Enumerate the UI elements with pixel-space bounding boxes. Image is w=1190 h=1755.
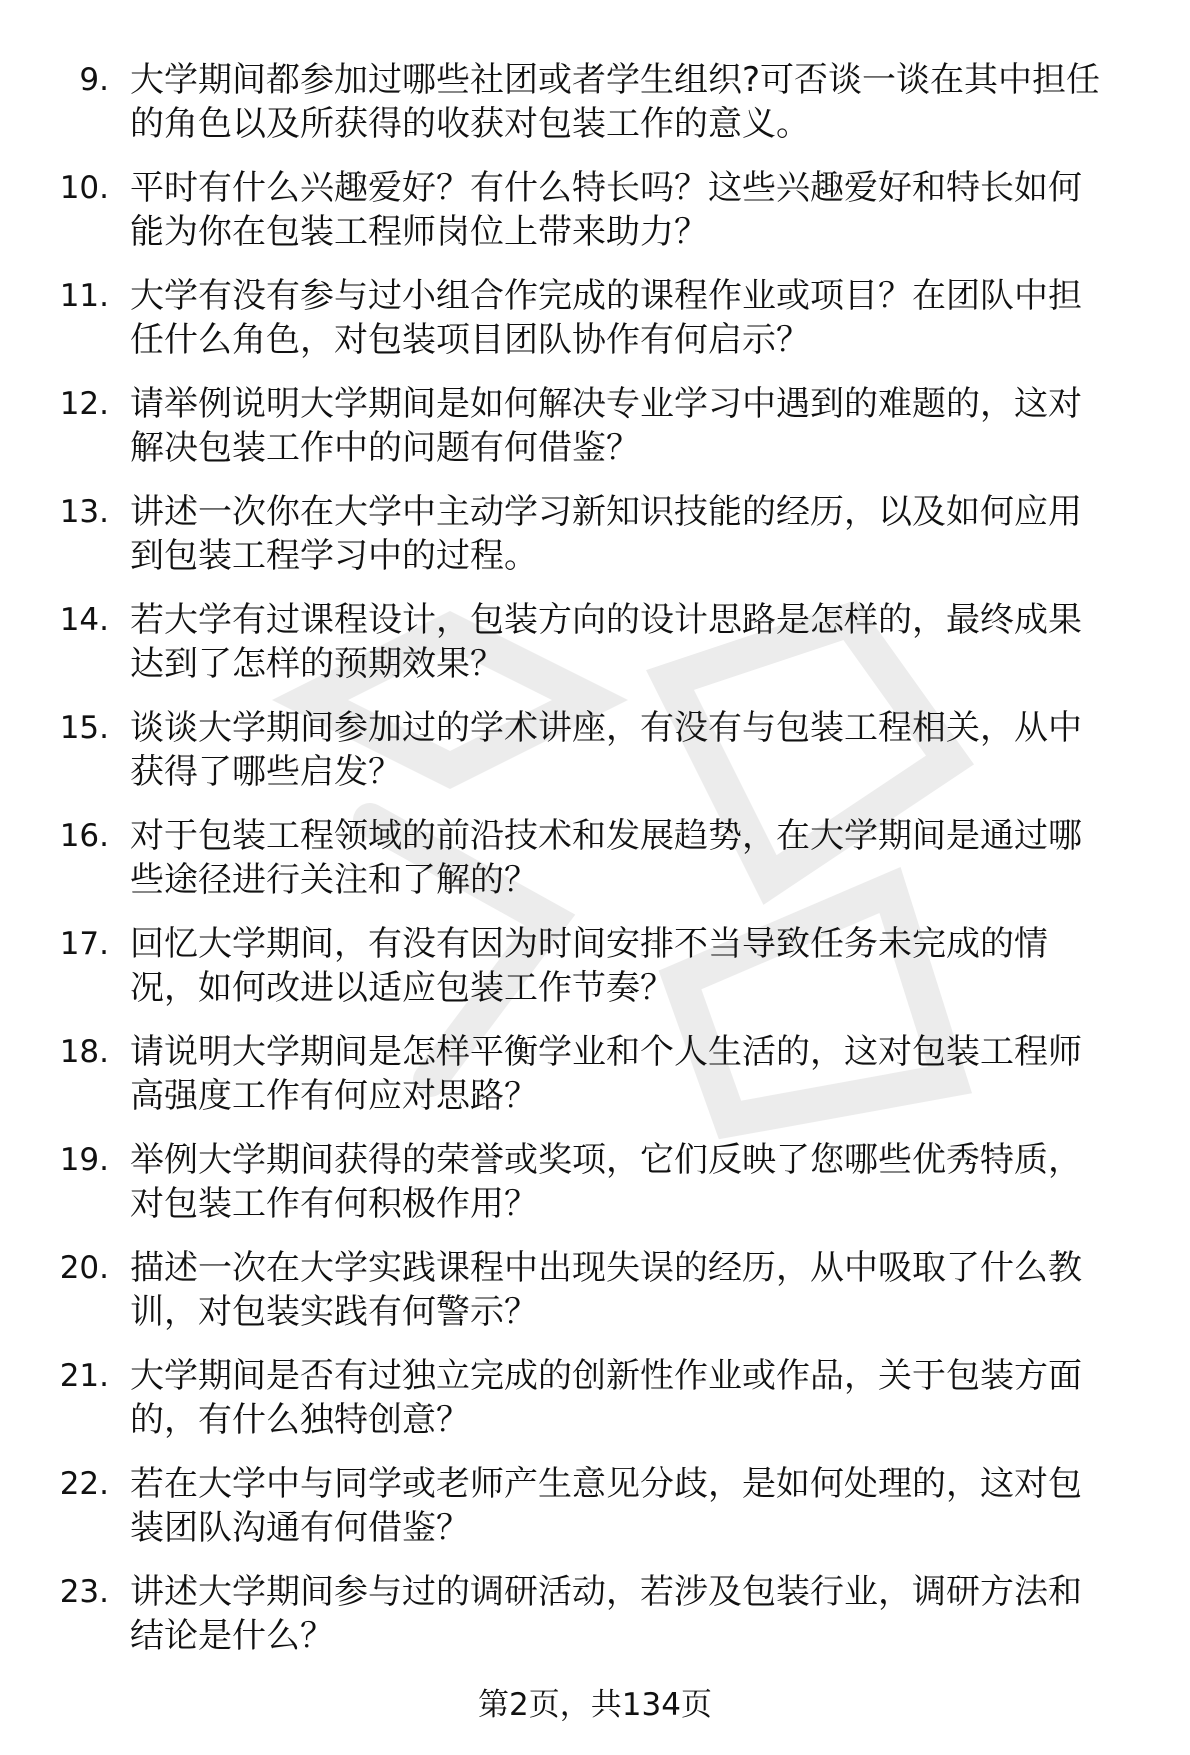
question-text-line: 训，对包装实践有何警示？ [130, 1292, 538, 1332]
question-text-line: 讲述一次你在大学中主动学习新知识技能的经历，以及如何应用 [130, 492, 1082, 532]
question-number: 16. [59, 818, 109, 854]
question-number: 22. [59, 1466, 109, 1502]
question-text-line: 平时有什么兴趣爱好？有什么特长吗？这些兴趣爱好和特长如何 [130, 168, 1082, 208]
question-text-line: 描述一次在大学实践课程中出现失误的经历，从中吸取了什么教 [130, 1248, 1082, 1288]
question-text [130, 1570, 1160, 1658]
question-number: 9. [79, 62, 109, 98]
question-text-line: 到包装工程学习中的过程。 [130, 536, 538, 576]
question-item [0, 1454, 1190, 1562]
question-text [130, 1246, 1160, 1334]
question-text-line: 大学期间是否有过独立完成的创新性作业或作品，关于包装方面 [130, 1356, 1082, 1396]
question-item [0, 50, 1190, 158]
question-number: 18. [59, 1034, 109, 1070]
page-footer: 第2页，共134页 [478, 1687, 712, 1723]
question-number: 11. [59, 278, 109, 314]
question-text [130, 1138, 1160, 1226]
question-text-line: 获得了哪些启发？ [130, 752, 402, 792]
question-text-line: 装团队沟通有何借鉴？ [130, 1508, 470, 1548]
question-list [0, 50, 1190, 1670]
question-item [0, 158, 1190, 266]
question-number: 20. [59, 1250, 109, 1286]
question-text-line: 能为你在包装工程师岗位上带来助力？ [130, 212, 708, 252]
question-text-line: 结论是什么？ [130, 1616, 334, 1656]
question-text-line: 回忆大学期间，有没有因为时间安排不当导致任务未完成的情 [130, 924, 1048, 964]
question-text [130, 490, 1160, 578]
question-text-line: 的角色以及所获得的收获对包装工作的意义。 [130, 104, 810, 144]
question-item [0, 374, 1190, 482]
question-text [130, 1462, 1160, 1550]
question-item [0, 806, 1190, 914]
question-text-line: 况，如何改进以适应包装工作节奏？ [130, 968, 674, 1008]
question-item [0, 1346, 1190, 1454]
question-text-line: 的，有什么独特创意？ [130, 1400, 470, 1440]
question-number: 17. [59, 926, 109, 962]
question-text [130, 1030, 1160, 1118]
question-text-line: 举例大学期间获得的荣誉或奖项，它们反映了您哪些优秀特质， [130, 1140, 1082, 1180]
question-item [0, 266, 1190, 374]
question-text [130, 814, 1160, 902]
question-text [130, 598, 1160, 686]
question-text-line: 若在大学中与同学或老师产生意见分歧，是如何处理的，这对包 [130, 1464, 1082, 1504]
question-text-line: 高强度工作有何应对思路？ [130, 1076, 538, 1116]
question-text-line: 请举例说明大学期间是如何解决专业学习中遇到的难题的，这对 [130, 384, 1082, 424]
question-text-line: 讲述大学期间参与过的调研活动，若涉及包装行业，调研方法和 [130, 1572, 1082, 1612]
question-text-line: 大学期间都参加过哪些社团或者学生组织?可否谈一谈在其中担任 [130, 60, 1101, 100]
question-text [130, 706, 1160, 794]
question-item [0, 914, 1190, 1022]
question-text [130, 1354, 1160, 1442]
question-number: 12. [59, 386, 109, 422]
question-number: 21. [59, 1358, 109, 1394]
question-text-line: 解决包装工作中的问题有何借鉴？ [130, 428, 640, 468]
question-number: 10. [59, 170, 109, 206]
question-text-line: 些途径进行关注和了解的？ [130, 860, 538, 900]
question-text [130, 382, 1160, 470]
question-number: 15. [59, 710, 109, 746]
question-number: 23. [59, 1574, 109, 1610]
question-item [0, 698, 1190, 806]
question-text-line: 达到了怎样的预期效果？ [130, 644, 504, 684]
question-text-line: 请说明大学期间是怎样平衡学业和个人生活的，这对包装工程师 [130, 1032, 1082, 1072]
question-text [130, 58, 1160, 146]
question-text [130, 922, 1160, 1010]
question-text-line: 若大学有过课程设计，包装方向的设计思路是怎样的，最终成果 [130, 600, 1082, 640]
question-text-line: 对包装工作有何积极作用？ [130, 1184, 538, 1224]
question-item [0, 1562, 1190, 1670]
question-number: 14. [59, 602, 109, 638]
question-text [130, 274, 1160, 362]
question-text [130, 166, 1160, 254]
question-text-line: 大学有没有参与过小组合作完成的课程作业或项目？在团队中担 [130, 276, 1082, 316]
question-text-line: 谈谈大学期间参加过的学术讲座，有没有与包装工程相关，从中 [130, 708, 1082, 748]
question-number: 13. [59, 494, 109, 530]
question-text-line: 任什么角色，对包装项目团队协作有何启示？ [130, 320, 810, 360]
question-item [0, 1238, 1190, 1346]
question-item [0, 482, 1190, 590]
question-number: 19. [59, 1142, 109, 1178]
question-item [0, 1022, 1190, 1130]
question-item [0, 590, 1190, 698]
question-text-line: 对于包装工程领域的前沿技术和发展趋势，在大学期间是通过哪 [130, 816, 1082, 856]
question-item [0, 1130, 1190, 1238]
